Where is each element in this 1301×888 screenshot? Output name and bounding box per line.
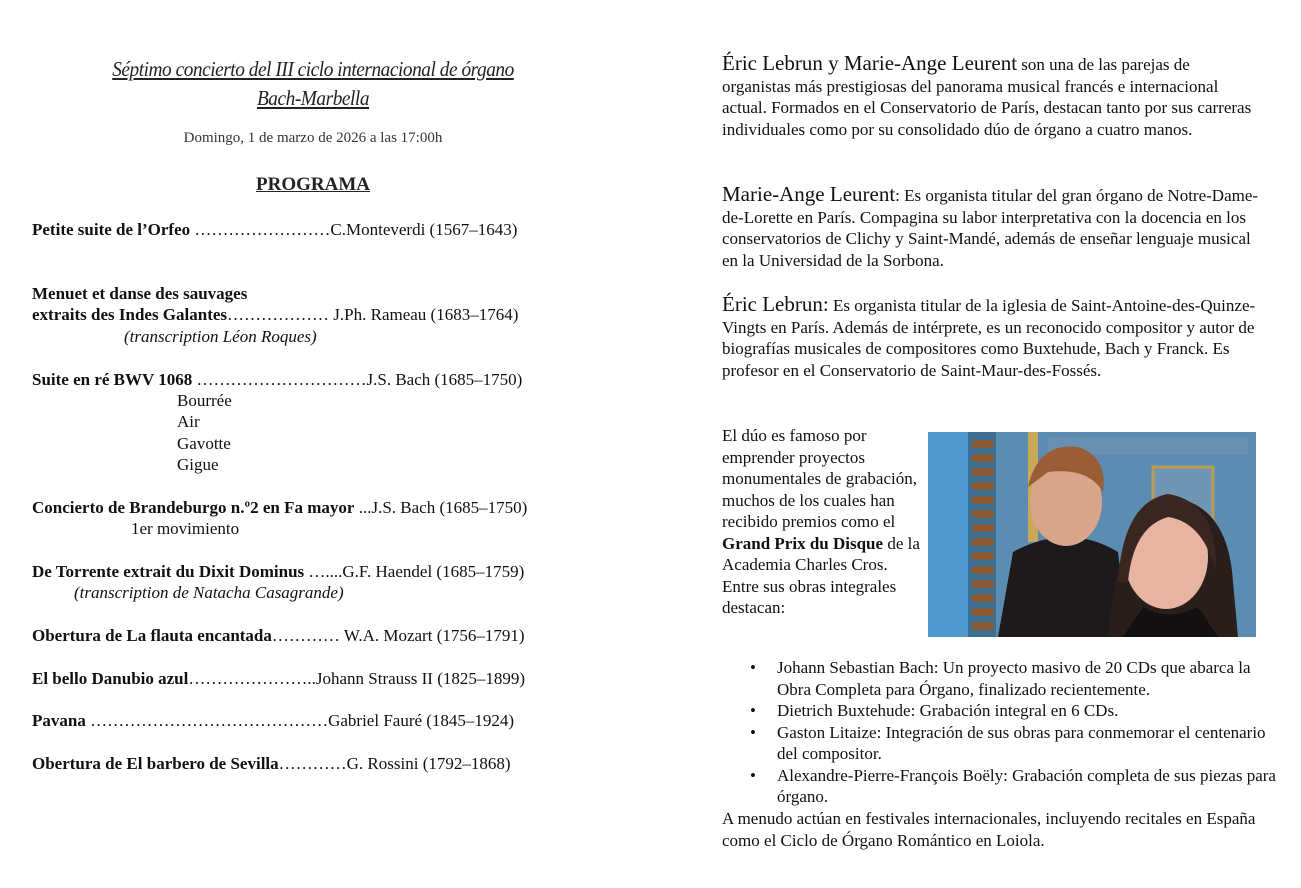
piece-title: Petite suite de l’Orfeo: [32, 220, 191, 239]
work-text: Alexandre-Pierre-François Boëly: Grabación completa de sus piezas para órgano.: [777, 765, 1276, 806]
marie-text: : Es organista titular del gran órgano de Notre-Dame-de-Lorette en París. Compagina su labor interpretativa con la docencia en los conservatorios de Clichy y Saint-Mandé, además de enseñar lenguaje musical en la Universidad de la Sorbona.: [722, 186, 1259, 270]
program-entry: [32, 283, 247, 305]
work-text: Gaston Litaize: Integración de sus obras para conmemorar el centenario del compositor.: [777, 722, 1266, 763]
program-entry: [32, 710, 514, 732]
composer: G.F. Haendel (1685–1759): [342, 562, 525, 581]
bullet-icon: •: [750, 722, 756, 742]
piece-title: Pavana: [32, 711, 86, 730]
dot-leader: …………………..: [188, 669, 316, 688]
piece-title: El bello Danubio azul: [32, 669, 189, 688]
works-list-item: [750, 657, 1282, 700]
dot-leader: ...: [354, 498, 372, 517]
transcription-note: (transcription de Natacha Casagrande): [74, 583, 344, 602]
marie-name: Marie-Ange Leurent: [722, 182, 896, 206]
piece-title: Obertura de La flauta encantada: [32, 626, 272, 645]
eric-paragraph: [722, 294, 1262, 381]
dot-leader: ……………………………………: [85, 711, 329, 730]
duo-photo-illustration: [928, 432, 1256, 637]
work-text: Dietrich Buxtehude: Grabación integral en 6 CDs.: [777, 701, 1119, 720]
movement: Bourrée: [177, 391, 232, 410]
works-list-item: [750, 700, 1282, 722]
works-list-item: [750, 722, 1282, 765]
program-page: [0, 0, 650, 888]
programa-heading: PROGRAMA: [256, 174, 370, 195]
transcription-note: (transcription Léon Roques): [124, 327, 317, 346]
bullet-icon: •: [750, 658, 756, 677]
program-entry: [32, 304, 518, 326]
composer: C.Monteverdi (1567–1643): [330, 220, 518, 239]
composer: Gabriel Fauré (1845–1924): [328, 711, 515, 730]
dot-leader: ………………: [227, 305, 334, 324]
works-list-item: [750, 765, 1282, 808]
biography-page: [650, 0, 1301, 888]
movement: Air: [177, 412, 200, 431]
work-text: Johann Sebastian Bach: Un proyecto masivo de 20 CDs que abarca la Obra Completa para Órgano, finalizado recientemente.: [777, 658, 1251, 699]
marie-paragraph: [722, 184, 1262, 271]
intro-paragraph: [722, 53, 1262, 140]
dot-leader: …....: [304, 562, 343, 581]
duo-text-end: de la Academia Charles Cros. Entre sus obras integrales destacan:: [722, 533, 920, 617]
dot-leader: …………: [278, 754, 347, 773]
duo-names: Éric Lebrun y Marie-Ange Leurent: [722, 51, 1018, 75]
composer: J.S. Bach (1685–1750): [371, 498, 528, 517]
movement: Gigue: [177, 455, 219, 474]
composer: Johann Strauss II (1825–1899): [315, 669, 526, 688]
concert-title-line2: Bach-Marbella: [256, 86, 370, 110]
program-entry: [32, 625, 525, 647]
dot-leader: ……………………: [190, 220, 331, 239]
duo-text: El dúo es famoso por emprender proyectos monumentales de grabación, muchos de los cuales han recibido premios como el: [722, 426, 917, 531]
program-entry: [32, 753, 511, 775]
duo-photo: [928, 432, 1256, 637]
composer: W.A. Mozart (1756–1791): [343, 626, 525, 645]
dot-leader: …………: [271, 626, 344, 645]
program-entry: [32, 668, 525, 690]
composer: G. Rossini (1792–1868): [346, 754, 511, 773]
award-name: Grand Prix du Disque: [722, 533, 884, 553]
piece-title: Concierto de Brandeburgo n.º2 en Fa mayor: [32, 498, 355, 517]
program-entry: [32, 219, 517, 241]
movement: 1er movimiento: [131, 519, 240, 538]
dot-leader: …………………………: [192, 370, 367, 389]
intro-text: son una de las parejas de organistas más prestigiosas del panorama musical francés e internacional actual. Formados en el Conservatorio de París, destacan tanto por sus carreras individuales como por su consolidado dúo de órgano a cuatro manos.: [722, 55, 1252, 139]
piece-title-line1: Menuet et danse des sauvages: [32, 284, 248, 303]
piece-title: Suite en ré BWV 1068: [32, 370, 193, 389]
composer: J.S. Bach (1685–1750): [366, 370, 523, 389]
eric-name: Éric Lebrun:: [722, 292, 829, 316]
composer: J.Ph. Rameau (1683–1764): [333, 305, 519, 324]
works-list: [722, 657, 1282, 808]
piece-title: extraits des Indes Galantes: [32, 305, 228, 324]
duo-paragraph: [722, 425, 922, 619]
concert-title-line1: Séptimo concierto del III ciclo internacional de órgano: [112, 57, 514, 81]
closing-paragraph: A menudo actúan en festivales internacionales, incluyendo recitales en España como el Ciclo de Órgano Romántico en Loiola.: [722, 809, 1256, 850]
program-entry: [32, 561, 524, 583]
piece-title: Obertura de El barbero de Sevilla: [32, 754, 279, 773]
program-entry: [32, 369, 522, 391]
movement: Gavotte: [177, 434, 231, 453]
bullet-icon: •: [750, 765, 756, 785]
eric-text: Es organista titular de la iglesia de Saint-Antoine-des-Quinze-Vingts en París. Además de intérprete, es un reconocido compositor y autor de biografías musicales de compositores como Buxtehude, Bach y Franck. Es profesor en el Conservatorio de Saint-Maur-des-Fossés.: [722, 296, 1256, 380]
bullet-icon: •: [750, 701, 756, 720]
concert-date: Domingo, 1 de marzo de 2026 a las 17:00h: [183, 130, 443, 146]
program-entry: [32, 497, 527, 519]
piece-title: De Torrente extrait du Dixit Dominus: [32, 562, 305, 581]
